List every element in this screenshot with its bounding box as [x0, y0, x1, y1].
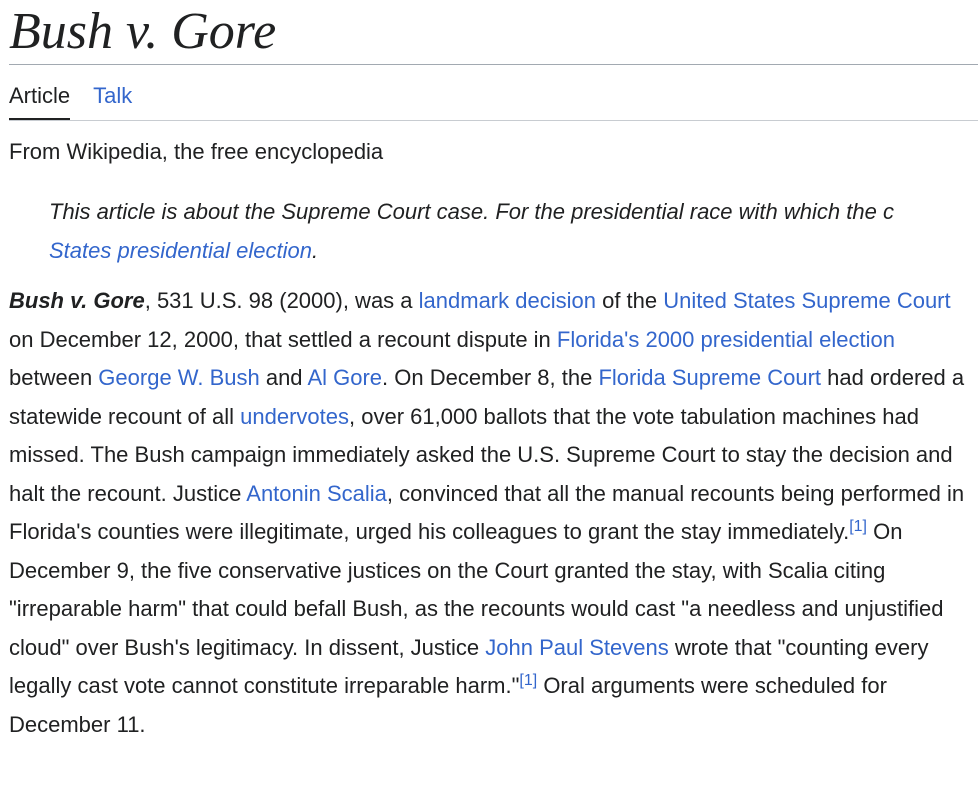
lead-text: , over 61,000 ballots that the vote tabulation machines had missed. The Bush campaign immediately asked the U.S. Supreme Court to stay the decision and halt the recount. Justice: [9, 403, 953, 506]
title-divider: [9, 64, 978, 65]
lead-paragraph: [9, 282, 974, 744]
hatnote-text: This article is about the Supreme Court case. For the presidential race with which the c: [49, 199, 894, 224]
hatnote-link-election[interactable]: States presidential election: [49, 237, 312, 263]
link-florida-2000-election[interactable]: Florida's 2000 presidential election: [556, 326, 895, 352]
link-landmark-decision[interactable]: landmark decision: [418, 288, 596, 313]
page-title: Bush v. Gore: [9, 3, 277, 60]
hatnote-end: .: [311, 237, 319, 263]
link-john-paul-stevens[interactable]: John Paul Stevens: [485, 634, 669, 660]
link-al-gore[interactable]: Al Gore: [307, 365, 383, 390]
lead-text: on December 12, 2000, that settled a recount dispute in: [9, 326, 557, 352]
lead-text: of the: [595, 288, 664, 313]
lead-text: On December 9, the five conservative justices on the Court granted the stay, with Scalia citing "irreparable harm" that could befall Bush, as the recounts would cast "a needless and unjustified cloud" over Bush's legitimacy. In dissent, Justice: [9, 519, 944, 660]
lead-text: wrote that "counting every legally cast vote cannot constitute irreparable harm.": [9, 634, 929, 698]
reference-link-1[interactable]: [1]: [849, 518, 867, 535]
link-florida-supreme-court[interactable]: Florida Supreme Court: [598, 365, 822, 390]
hatnote: [49, 193, 978, 270]
reference-marker: [519, 672, 537, 689]
tabs-divider: [9, 120, 978, 121]
lead-text: Oral arguments were scheduled for December 11.: [9, 673, 887, 737]
reference-link-1-second[interactable]: [1]: [519, 672, 538, 689]
tab-article[interactable]: Article: [9, 74, 70, 120]
case-name: Bush v. Gore: [9, 288, 145, 313]
lead-text: had ordered a statewide recount of all: [9, 365, 965, 429]
link-antonin-scalia[interactable]: Antonin Scalia: [246, 480, 387, 506]
lead-text: . On December 8, the: [382, 365, 599, 390]
lead-text: , convinced that all the manual recounts being performed in Florida's counties were illegitimate, urged his colleagues to grant the stay immediately.: [9, 480, 965, 544]
reference-marker: [849, 518, 867, 535]
tab-talk[interactable]: Talk: [93, 83, 133, 108]
lead-text: and: [259, 365, 308, 390]
lead-text: between: [9, 365, 99, 390]
namespace-tabs: [9, 74, 155, 120]
link-undervotes[interactable]: undervotes: [240, 403, 349, 429]
site-tagline: From Wikipedia, the free encyclopedia: [9, 139, 384, 164]
link-united-states-supreme-court[interactable]: United States Supreme Court: [663, 288, 951, 313]
lead-text: , 531 U.S. 98 (2000), was a: [144, 288, 419, 313]
link-george-w-bush[interactable]: George W. Bush: [98, 365, 260, 390]
